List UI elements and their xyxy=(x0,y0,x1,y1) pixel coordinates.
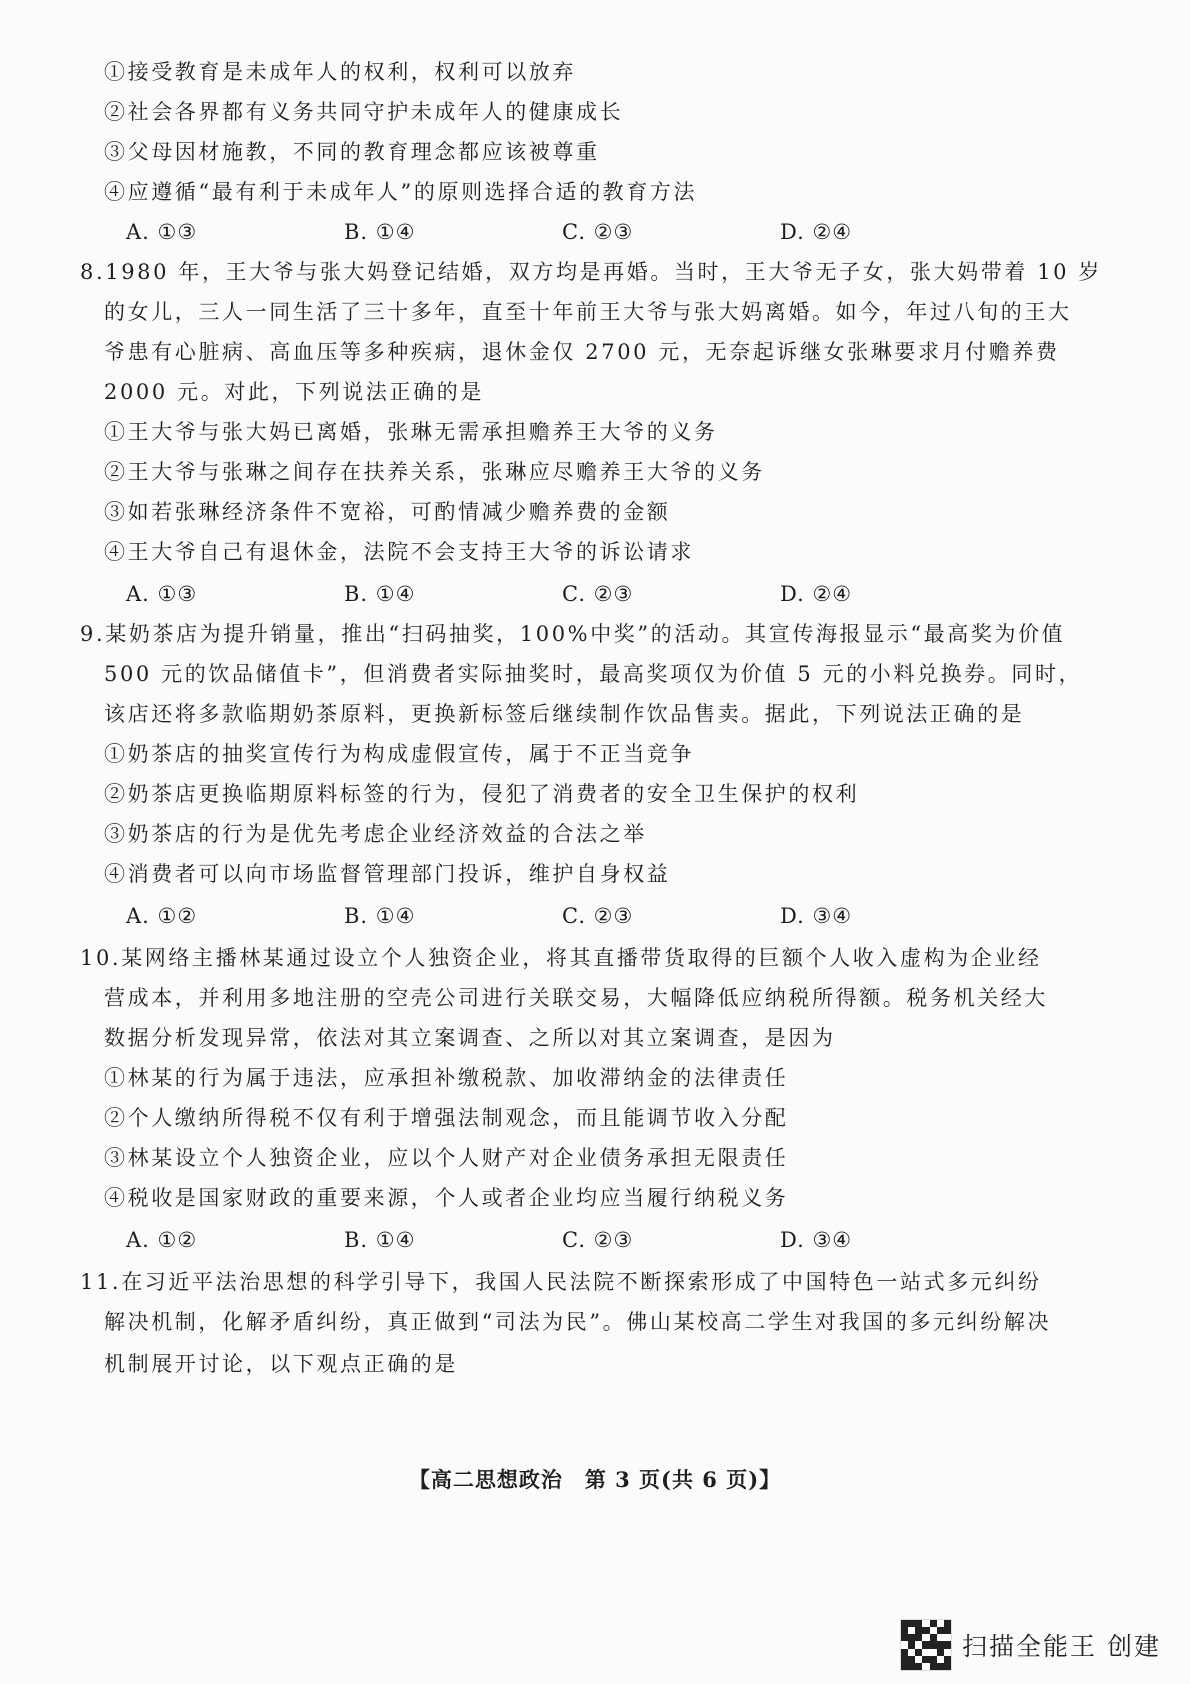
q10-stem: 营成本，并利用多地注册的空壳公司进行关联交易，大幅降低应纳税所得额。税务机关经大 xyxy=(104,986,1048,1010)
q9-option-c: C. ②③ xyxy=(562,904,634,928)
q10-option-a: A. ①② xyxy=(126,1228,198,1252)
q7-item: ③父母因材施教，不同的教育理念都应该被尊重 xyxy=(104,140,600,164)
q9-item: ④消费者可以向市场监督管理部门投诉，维护自身权益 xyxy=(104,862,671,886)
q8-option-c: C. ②③ xyxy=(562,582,634,606)
q10-stem: 10.某网络主播林某通过设立个人独资企业，将其直播带货取得的巨额个人收入虚构为企业经 xyxy=(80,946,1042,970)
q8-stem: 爷患有心脏病、高血压等多种疾病，退休金仅 2700 元，无奈起诉继女张琳要求月付赡养费 xyxy=(104,340,1060,364)
q8-item: ④王大爷自己有退休金，法院不会支持王大爷的诉讼请求 xyxy=(104,540,694,564)
q9-option-a: A. ①② xyxy=(126,904,198,928)
q10-stem: 数据分析发现异常，依法对其立案调查、之所以对其立案调查，是因为 xyxy=(104,1026,836,1050)
q10-item: ③林某设立个人独资企业，应以个人财产对企业债务承担无限责任 xyxy=(104,1146,789,1170)
q7-option-a: A. ①③ xyxy=(126,220,198,244)
q9-stem: 该店还将多款临期奶茶原料，更换新标签后继续制作饮品售卖。据此，下列说法正确的是 xyxy=(104,702,1025,726)
q8-option-a: A. ①③ xyxy=(126,582,198,606)
q9-item: ①奶茶店的抽奖宣传行为构成虚假宣传，属于不正当竞争 xyxy=(104,742,694,766)
q7-option-d: D. ②④ xyxy=(780,220,853,244)
q9-item: ③奶茶店的行为是优先考虑企业经济效益的合法之举 xyxy=(104,822,647,846)
q9-option-d: D. ③④ xyxy=(780,904,853,928)
q8-item: ②王大爷与张琳之间存在扶养关系，张琳应尽赡养王大爷的义务 xyxy=(104,460,765,484)
q8-option-d: D. ②④ xyxy=(780,582,853,606)
q7-option-b: B. ①④ xyxy=(344,220,416,244)
q11-stem: 11.在习近平法治思想的科学引导下，我国人民法院不断探索形成了中国特色一站式多元纠纷 xyxy=(80,1270,1042,1294)
q8-stem: 2000 元。对此，下列说法正确的是 xyxy=(104,380,484,404)
qr-code-icon xyxy=(900,1619,952,1671)
q11-stem: 机制展开讨论，以下观点正确的是 xyxy=(104,1352,458,1376)
q7-item: ④应遵循“最有利于未成年人”的原则选择合适的教育方法 xyxy=(104,180,698,204)
q10-option-c: C. ②③ xyxy=(562,1228,634,1252)
q8-stem: 8.1980 年，王大爷与张大妈登记结婚，双方均是再婚。当时，王大爷无子女，张大妈带着 10 岁 xyxy=(80,260,1103,284)
q7-item: ②社会各界都有义务共同守护未成年人的健康成长 xyxy=(104,100,624,124)
q10-item: ④税收是国家财政的重要来源，个人或者企业均应当履行纳税义务 xyxy=(104,1186,789,1210)
q9-option-b: B. ①④ xyxy=(344,904,416,928)
q9-stem: 500 元的饮品储值卡”，但消费者实际抽奖时，最高奖项仅为价值 5 元的小料兑换券。同时， xyxy=(104,662,1083,686)
q9-item: ②奶茶店更换临期原料标签的行为，侵犯了消费者的安全卫生保护的权利 xyxy=(104,782,860,806)
q8-option-b: B. ①④ xyxy=(344,582,416,606)
q10-item: ①林某的行为属于违法，应承担补缴税款、加收滞纳金的法律责任 xyxy=(104,1066,789,1090)
q8-item: ③如若张琳经济条件不宽裕，可酌情减少赡养费的金额 xyxy=(104,500,671,524)
q11-stem: 解决机制，化解矛盾纠纷，真正做到“司法为民”。佛山某校高二学生对我国的多元纠纷解决 xyxy=(104,1310,1052,1334)
watermark-text: 扫描全能王 创建 xyxy=(962,1632,1161,1661)
q8-item: ①王大爷与张大妈已离婚，张琳无需承担赡养王大爷的义务 xyxy=(104,420,718,444)
q7-option-c: C. ②③ xyxy=(562,220,634,244)
scanner-watermark xyxy=(900,1620,1161,1670)
q10-item: ②个人缴纳所得税不仅有利于增强法制观念，而且能调节收入分配 xyxy=(104,1106,789,1130)
q9-stem: 9.某奶茶店为提升销量，推出“扫码抽奖，100%中奖”的活动。其宣传海报显示“最高奖为价值 xyxy=(80,622,1066,646)
page-footer: 【高二思想政治 第 3 页(共 6 页)】 xyxy=(408,1467,782,1492)
q10-option-d: D. ③④ xyxy=(780,1228,853,1252)
q7-item: ①接受教育是未成年人的权利，权利可以放弃 xyxy=(104,60,576,84)
q10-option-b: B. ①④ xyxy=(344,1228,416,1252)
q8-stem: 的女儿，三人一同生活了三十多年，直至十年前王大爷与张大妈离婚。如今，年过八旬的王大 xyxy=(104,300,1072,324)
